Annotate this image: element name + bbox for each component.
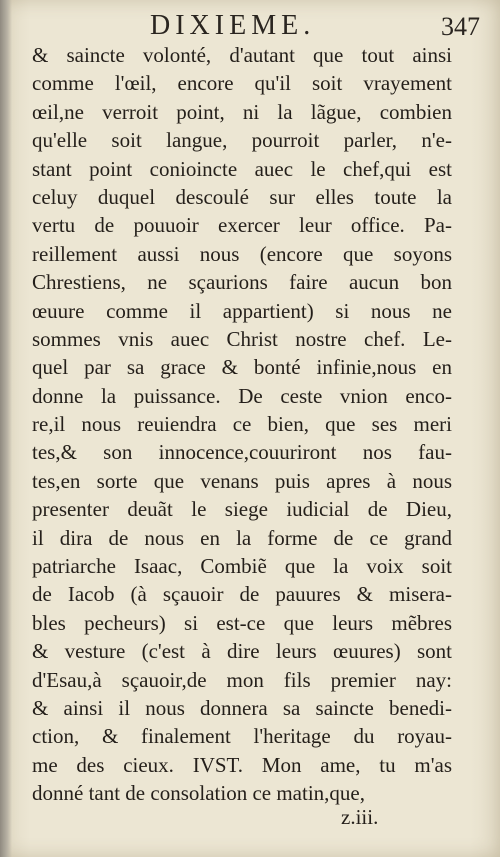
page-number: 347 xyxy=(441,12,480,41)
text-line: patriarche Isaac, Combiẽ que la voix soit xyxy=(32,554,452,579)
running-head xyxy=(0,8,500,44)
text-line: & saincte volonté, d'autant que tout ainsi xyxy=(32,43,452,67)
text-line: œuure comme il appartient) si nous ne xyxy=(32,298,452,323)
text-line: œil,ne verroit point, ni la lãgue, combien xyxy=(32,99,452,124)
text-line: donné tant de consolation ce matin,que, xyxy=(32,781,365,806)
text-line: ction, & finalement l'heritage du royau- xyxy=(32,724,452,749)
body-text xyxy=(32,41,452,808)
text-line: me des cieux. IVST. Mon ame, tu m'as xyxy=(32,752,452,777)
page-gutter-edge xyxy=(0,0,12,857)
text-line: d'Esau,à sçauoir,de mon fils premier nay: xyxy=(32,667,452,692)
text-line: il dira de nous en la forme de ce grand xyxy=(32,525,452,550)
text-line: donne la puissance. De ceste vnion enco- xyxy=(32,383,452,408)
text-line: tes,& son innocence,couuriront nos fau- xyxy=(32,440,452,465)
text-line: & ainsi il nous donnera sa saincte benedi- xyxy=(32,695,452,720)
text-line: sommes vnis auec Christ nostre chef. Le- xyxy=(32,326,452,351)
text-line: quel par sa grace & bonté infinie,nous en xyxy=(32,355,452,380)
text-line: Chrestiens, ne sçaurions faire aucun bon xyxy=(32,270,452,295)
text-line: comme l'œil, encore qu'il soit vrayement xyxy=(32,71,452,96)
text-line: bles pecheurs) si est-ce que leurs mẽbres xyxy=(32,610,452,635)
text-line: reillement aussi nous (encore que soyons xyxy=(32,241,452,266)
text-line: qu'elle soit langue, pourroit parler, n'e- xyxy=(32,128,452,153)
text-line: presenter deuãt le siege iudicial de Dieu, xyxy=(32,497,452,522)
text-line: stant point conioincte auec le chef,qui est xyxy=(32,156,452,181)
text-line: re,il nous reuiendra ce bien, que ses meri xyxy=(32,412,452,437)
signature-mark: z.iii. xyxy=(341,805,379,829)
text-line: celuy duquel descoulé sur elles toute la xyxy=(32,184,452,209)
text-line: & vesture (c'est à dire leurs œuures) sont xyxy=(32,639,452,664)
text-line: tes,en sorte que venans puis apres à nous xyxy=(32,468,452,493)
running-head-title: DIXIEME. xyxy=(150,10,316,41)
text-line: de Iacob (à sçauoir de pauures & misera- xyxy=(32,582,452,607)
text-line: vertu de pouuoir exercer leur office. Pa- xyxy=(32,213,452,238)
